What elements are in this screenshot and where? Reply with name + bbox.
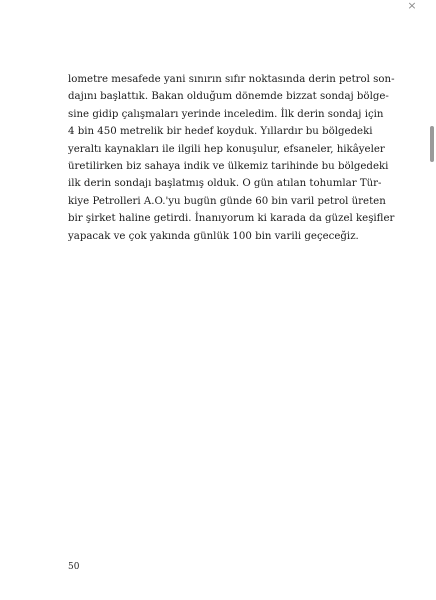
text-line: ilk derin sondajı başlatmış olduk. O gün atılan tohumlar Tür- [68, 178, 382, 190]
close-icon[interactable]: × [407, 0, 417, 12]
page-number: 50 [68, 562, 80, 572]
vertical-scrollbar[interactable] [428, 0, 436, 600]
text-line: sine gidip çalışmaları yerinde inceledim. İlk derin sondaj için [68, 108, 384, 120]
text-line: yapacak ve çok yakında günlük 100 bin varili geçeceğiz. [68, 230, 359, 242]
text-line: dajını başlattık. Bakan olduğum dönemde bizzat sondaj bölge- [68, 91, 389, 103]
text-line: bir şirket haline getirdi. İnanıyorum ki karada da güzel keşifler [68, 213, 395, 225]
text-line: kiye Petrolleri A.O.'yu bugün günde 60 bin varil petrol üreten [68, 195, 386, 207]
text-line: lometre mesafede yani sınırın sıfır noktasında derin petrol son- [68, 74, 395, 85]
text-line: 4 bin 450 metrelik bir hedef koyduk. Yıllardır bu bölgedeki [68, 126, 373, 138]
scrollbar-thumb[interactable] [430, 126, 434, 162]
page-body-text [68, 71, 395, 245]
text-line: üretilirken biz sahaya indik ve ülkemiz tarihinde bu bölgedeki [68, 160, 389, 172]
text-line: yeraltı kaynakları ile ilgili hep konuşulur, efsaneler, hikâyeler [68, 143, 385, 155]
